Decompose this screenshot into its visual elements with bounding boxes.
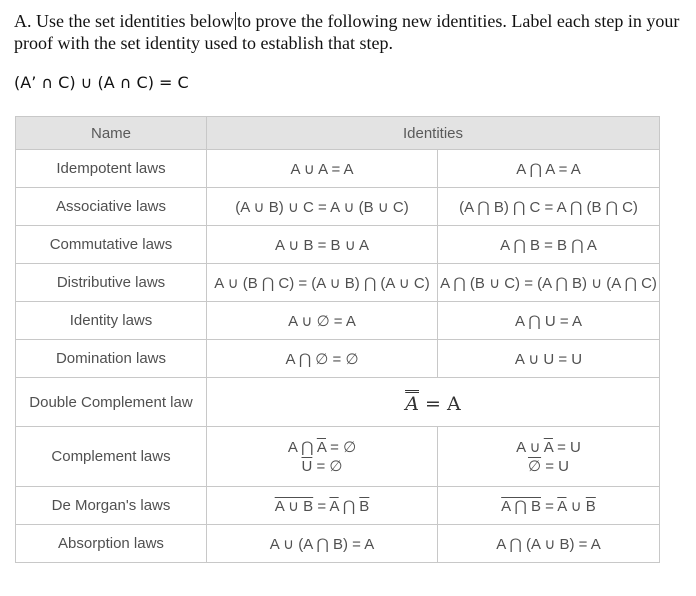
formula-part: $\overline{A}$	[316, 438, 326, 456]
complement-right-line-1	[440, 438, 657, 457]
formula-part: A ⋂	[287, 438, 317, 456]
identity-left: A ⋂ ∅ = ∅	[207, 340, 438, 378]
double-complement-rest: = A	[419, 392, 461, 415]
complement-right-line-2	[440, 457, 657, 476]
identity-left: A ∪ ∅ = A	[207, 302, 438, 340]
formula-part: A ⋂ B	[501, 497, 541, 515]
table-row-complement	[16, 427, 660, 487]
law-name: Idempotent laws	[16, 150, 207, 188]
formula-part: = ∅	[312, 457, 343, 475]
instructions-text	[14, 10, 686, 54]
identity-right: A ∪ U = U	[438, 340, 660, 378]
identity-right: A ⋂ U = A	[438, 302, 660, 340]
law-name: Domination laws	[16, 340, 207, 378]
formula-part: A ∪	[516, 438, 544, 456]
double-bar-a: $\overline{A}$	[405, 392, 419, 415]
table-row-absorption	[16, 525, 660, 563]
formula-part: $\overline{A}$	[557, 497, 567, 515]
law-name: Distributive laws	[16, 264, 207, 302]
law-name: Complement laws	[16, 427, 207, 487]
identity-right: (A ⋂ B) ⋂ C = A ⋂ (B ⋂ C)	[438, 188, 660, 226]
formula-part: $\overline{A}$	[543, 438, 553, 456]
table-row-identity	[16, 302, 660, 340]
identity-left	[207, 427, 438, 487]
header-identities: Identities	[207, 117, 660, 150]
text-cursor	[235, 12, 236, 30]
table-row-idempotent	[16, 150, 660, 188]
table-header-row	[16, 117, 660, 150]
instructions-part-2: to prove the following new identities. Label each step in your proof with the set identity used to establish that step.	[14, 11, 680, 53]
law-name: Associative laws	[16, 188, 207, 226]
formula-part: = ∅	[326, 438, 357, 456]
identity-left: (A ∪ B) ∪ C = A ∪ (B ∪ C)	[207, 188, 438, 226]
formula-part: $\overline{B}$	[585, 497, 596, 515]
formula-part: =	[313, 497, 330, 515]
identity-right	[438, 487, 660, 525]
complement-left-line-1	[209, 438, 435, 457]
identity-left: A ∪ (A ⋂ B) = A	[207, 525, 438, 563]
table-row-domination	[16, 340, 660, 378]
formula-part: $\overline{B}$	[359, 497, 370, 515]
set-identities-table	[15, 116, 660, 563]
identity-right: A ⋂ A = A	[438, 150, 660, 188]
identity-right: A ⋂ (A ∪ B) = A	[438, 525, 660, 563]
formula-part: ⋂	[338, 497, 360, 515]
identity-left: A ∪ B = B ∪ A	[207, 226, 438, 264]
formula-part: A ∪ B	[274, 497, 314, 515]
instructions-part-1: A. Use the set identities below	[14, 11, 234, 31]
formula-part: $\overline{A}$	[329, 497, 339, 515]
formula-part: ∅	[527, 457, 542, 475]
identity-right: A ⋂ B = B ⋂ A	[438, 226, 660, 264]
formula-part: = U	[552, 438, 581, 456]
formula-part: $\overline{U}$	[301, 457, 313, 475]
formula-part: ∪	[566, 497, 586, 515]
law-name: Commutative laws	[16, 226, 207, 264]
header-name: Name	[16, 117, 207, 150]
table-row-associative	[16, 188, 660, 226]
target-identity: (A’ ∩ C) ∪ (A ∩ C) = C	[14, 73, 189, 92]
double-complement-formula	[405, 393, 460, 415]
identity-right	[438, 427, 660, 487]
table-row-commutative	[16, 226, 660, 264]
table-row-double-complement	[16, 378, 660, 427]
law-name: Identity laws	[16, 302, 207, 340]
complement-left-line-2	[209, 457, 435, 476]
formula-part: =	[541, 497, 558, 515]
identity-formula	[207, 378, 660, 427]
law-name: De Morgan's laws	[16, 487, 207, 525]
identity-left: A ∪ (B ⋂ C) = (A ∪ B) ⋂ (A ∪ C)	[207, 264, 438, 302]
table-row-demorgan	[16, 487, 660, 525]
table-row-distributive	[16, 264, 660, 302]
law-name: Double Complement law	[16, 378, 207, 427]
formula-part: = U	[541, 457, 569, 475]
identity-right: A ⋂ (B ∪ C) = (A ⋂ B) ∪ (A ⋂ C)	[438, 264, 660, 302]
law-name: Absorption laws	[16, 525, 207, 563]
identity-left	[207, 487, 438, 525]
identity-left: A ∪ A = A	[207, 150, 438, 188]
